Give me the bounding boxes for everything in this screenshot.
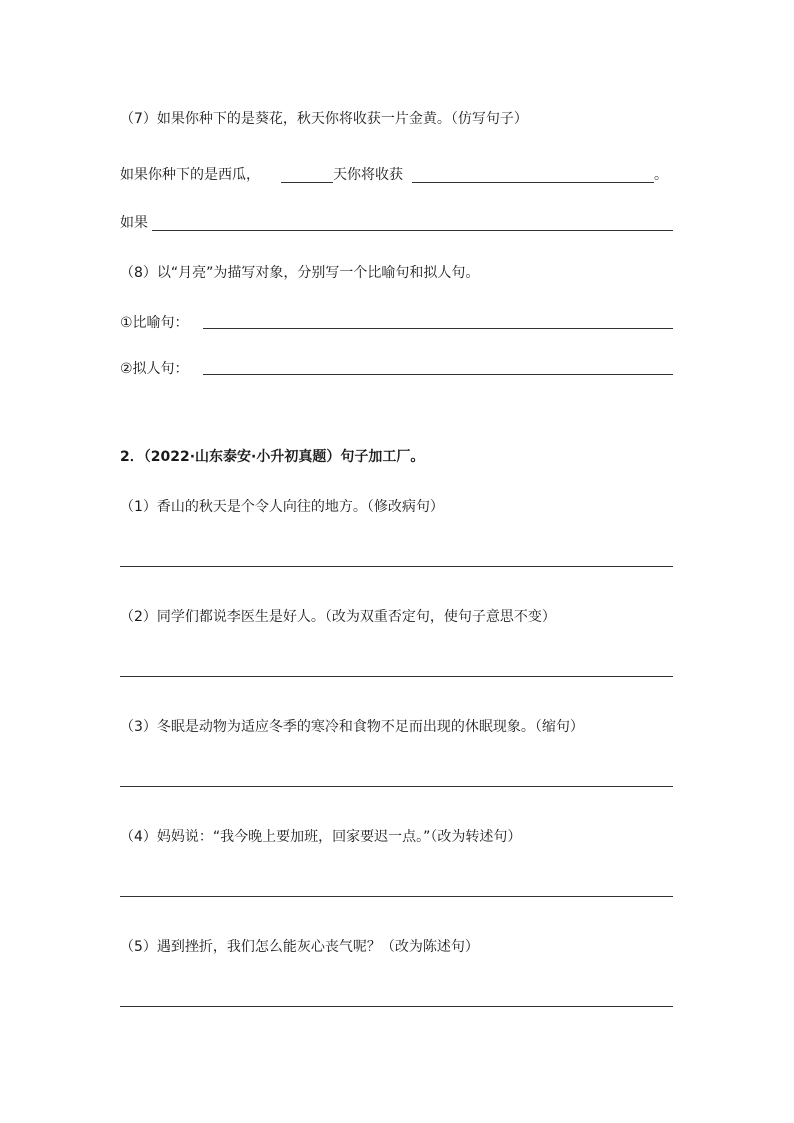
q7-line1-part1: 如果你种下的是西瓜， xyxy=(120,167,260,183)
s2-item-4: （4）妈妈说：“我今晚上要加班，回家要迟一点。”（改为转述句） xyxy=(120,829,522,845)
s2-answer-line-4[interactable] xyxy=(120,896,673,897)
s2-item-1: （1）香山的秋天是个令人向往的地方。（修改病句） xyxy=(120,499,444,515)
s2-item-3: （3）冬眠是动物为适应冬季的寒冷和食物不足而出现的休眠现象。（缩句） xyxy=(120,719,584,735)
q7-prompt: （7）如果你种下的是葵花，秋天你将收获一片金黄。（仿写句子） xyxy=(120,111,528,127)
q8-simile-label: ①比喻句： xyxy=(120,315,189,331)
q8-prompt: （8）以“月亮”为描写对象，分别写一个比喻句和拟人句。 xyxy=(120,265,480,281)
s2-answer-line-3[interactable] xyxy=(120,786,673,787)
q7-blank-3[interactable] xyxy=(152,230,673,231)
s2-answer-line-5[interactable] xyxy=(120,1006,673,1007)
s2-answer-line-2[interactable] xyxy=(120,676,673,677)
s2-item-5: （5）遇到挫折，我们怎么能灰心丧气呢？（改为陈述句） xyxy=(120,939,479,955)
q8-personification-label: ②拟人句： xyxy=(120,361,189,377)
q7-line2-start: 如果 xyxy=(120,215,148,231)
s2-item-2: （2）同学们都说李医生是好人。（改为双重否定句，使句子意思不变） xyxy=(120,609,556,625)
s2-answer-line-1[interactable] xyxy=(120,566,673,567)
q7-line1-part2: 天你将收获 xyxy=(333,167,403,183)
q8-simile-blank[interactable] xyxy=(203,328,673,329)
q7-blank-1[interactable] xyxy=(281,182,333,183)
section2-title: 2．（2022·山东泰安·小升初真题）句子加工厂。 xyxy=(120,449,425,465)
q8-personification-blank[interactable] xyxy=(203,374,673,375)
q7-line1-end: 。 xyxy=(654,167,668,183)
q7-blank-2[interactable] xyxy=(412,182,654,183)
